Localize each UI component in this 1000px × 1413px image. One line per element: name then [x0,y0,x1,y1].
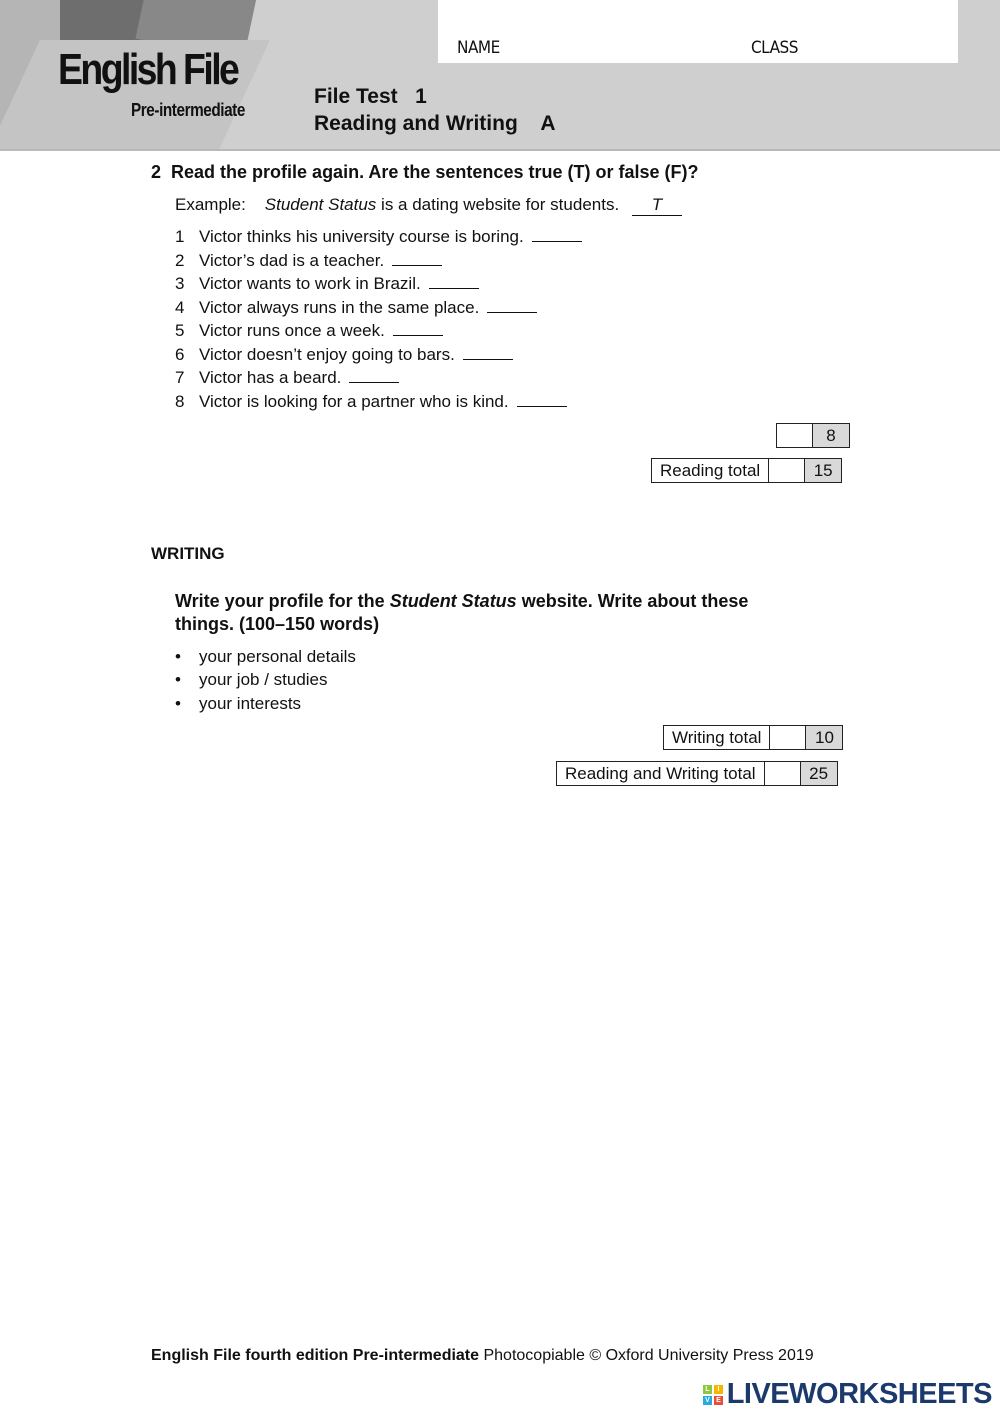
prompt-text: Write your profile for the [175,591,390,611]
rw-total-label: Reading and Writing total [557,762,765,785]
question-item [175,321,443,341]
liveworksheets-icon [702,1384,724,1406]
question-item [175,345,513,365]
writing-heading: WRITING [151,544,225,563]
writing-total-box [663,725,843,750]
example-italic: Student Status [264,195,377,214]
answer-blank[interactable] [393,322,443,336]
footer-copyright [151,1347,814,1365]
example [175,195,682,216]
brand-text: LIVEWORKSHEETS [726,1378,992,1410]
answer-blank[interactable] [532,228,582,242]
reading-total-input[interactable] [769,459,805,482]
item-number: 8 [175,391,185,411]
rw-total-input[interactable] [765,762,801,785]
liveworksheets-brand [702,1378,992,1411]
item-number: 7 [175,368,185,387]
answer-blank[interactable] [463,346,513,360]
prompt-text: website. Write about these [516,591,749,611]
answer-blank[interactable] [392,252,442,266]
logo-subtitle: Pre-intermediate [131,100,245,120]
footer-text: Photocopiable © Oxford University Press 2019 [479,1347,814,1364]
rw-total-box [556,761,838,786]
question-item [175,392,567,412]
example-text: is a dating website for students. [376,195,620,214]
item-text: Victor’s dad is a teacher. [199,250,385,270]
item-text: Victor thinks his university course is boring. [199,227,524,246]
logo: English File [58,45,238,94]
score-max: 8 [813,424,849,447]
icon-square: E [714,1396,723,1405]
item-number: 6 [175,344,185,364]
bullet-text: your interests [199,694,302,713]
item-number: 5 [175,321,185,340]
question-item [175,298,537,318]
reading-total-max: 15 [805,459,841,482]
question-instruction: Read the profile again. Are the sentences true (T) or false (F)? [171,162,699,182]
prompt-text: things. (100–150 words) [175,614,380,634]
question-item [175,251,442,271]
writing-prompt [175,590,748,636]
item-text: Victor doesn’t enjoy going to bars. [199,344,455,364]
reading-total-label: Reading total [652,459,769,482]
icon-square: V [703,1396,712,1405]
question-item [175,227,582,247]
item-text: Victor wants to work in Brazil. [199,274,421,293]
prompt-italic: Student Status [389,591,517,611]
icon-square: I [714,1385,723,1394]
example-answer: T [632,195,682,216]
answer-blank[interactable] [517,393,567,407]
bullet-item: • your personal details [175,647,356,666]
question-item [175,274,479,294]
bullet-item: • your interests [175,694,302,713]
footer-bold: English File fourth edition Pre-intermediate [151,1347,480,1364]
item-text: Victor runs once a week. [199,321,385,340]
test-subtitle: Reading and Writing A [314,112,556,135]
item-number: 3 [175,274,185,293]
bullet-text: your personal details [199,647,356,666]
question-heading [151,162,698,183]
example-label: Example: [175,195,246,214]
score-input[interactable] [777,424,813,447]
question-score-box [776,423,850,448]
item-text: Victor has a beard. [199,368,342,387]
rw-total-max: 25 [801,762,837,785]
item-number: 1 [175,227,185,246]
name-class-box [438,0,958,63]
writing-total-label: Writing total [664,726,770,749]
writing-total-input[interactable] [770,726,806,749]
icon-square: L [703,1385,712,1394]
item-number: 4 [175,297,185,317]
reading-total-box [651,458,842,483]
item-text: Victor is looking for a partner who is kind. [199,391,509,411]
name-label: NAME [457,38,500,58]
question-number: 2 [151,162,162,182]
item-text: Victor always runs in the same place. [199,297,480,317]
class-label: CLASS [751,38,798,58]
bullet-text: your job / studies [199,670,328,689]
test-title: File Test 1 [314,85,427,108]
bullet-item: • your job / studies [175,670,328,689]
answer-blank[interactable] [487,299,537,313]
header-banner [0,0,1000,151]
answer-blank[interactable] [349,369,399,383]
writing-total-max: 10 [806,726,842,749]
item-number: 2 [175,250,185,270]
answer-blank[interactable] [429,275,479,289]
question-item [175,368,399,388]
